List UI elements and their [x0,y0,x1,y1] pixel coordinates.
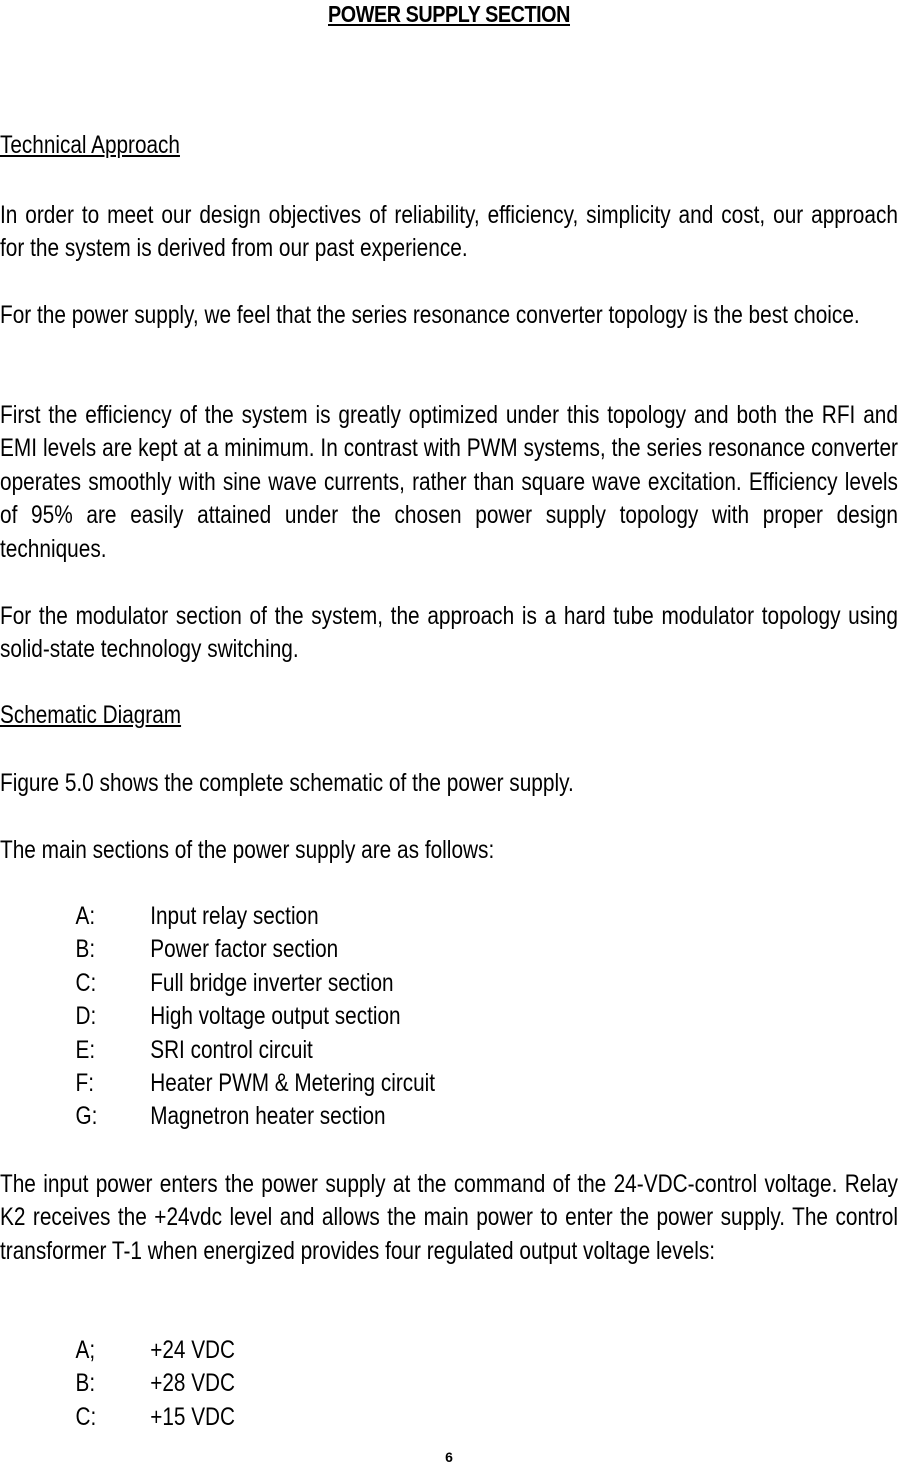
paragraph-objectives: In order to meet our design objectives of reliability, efficiency, simplicity and cost, our approach for the system is derived from our past experience. [0,201,898,263]
list-item-text: Input relay section [150,902,319,930]
page-title-text: POWER SUPPLY SECTION [327,1,571,27]
list-item-key: B: [75,1369,96,1398]
list-item-text: +28 VDC [150,1369,236,1398]
list-item-text: Heater PWM & Metering circuit [150,1068,436,1097]
list-item-text: Magnetron heater section [150,1102,386,1131]
list-item-key: F: [75,1068,94,1097]
list-item-text: SRI control circuit [150,1035,313,1064]
paragraph-power-supply: For the power supply, we feel that the series resonance converter topology is the best choice. [0,301,860,329]
paragraph-efficiency: First the efficiency of the system is greatly optimized under this topology and both the RFI and EMI levels are kept at a minimum. In contrast with PWM systems, the series resonance converter operates smoothly with sine wave currents, rather than square wave excitation. Efficiency levels of 95% are easily attained under the chosen power supply topology with proper design techniques. [0,401,898,563]
list-item-text: High voltage output section [150,1002,401,1031]
list-item-key: E: [75,1035,96,1064]
list-item-key: A; [75,1336,96,1364]
schematic-diagram-heading: Schematic Diagram [0,701,182,729]
list-item-key: C: [75,1402,97,1431]
paragraph-figure: Figure 5.0 shows the complete schematic of the power supply. [0,769,574,797]
paragraph-input-power: The input power enters the power supply at the command of the 24-VDC-control voltage. Relay K2 receives the +24vdc level and allows the main power to enter the power supply. The control transformer T-1 when energized provides four regulated output voltage levels: [0,1170,898,1265]
list-item-key: G: [75,1102,98,1131]
paragraph-main-sections: The main sections of the power supply are as follows: [0,836,495,864]
list-item-key: D: [75,1002,97,1031]
list-item-key: A: [75,902,96,930]
page-title [63,0,835,28]
list-item-key: C: [75,968,97,997]
list-item-text: Full bridge inverter section [150,968,394,997]
list-item-text: Power factor section [150,935,339,964]
list-item-key: B: [75,935,96,964]
list-item-text: +15 VDC [150,1402,236,1431]
page-number: 6 [445,1449,453,1465]
paragraph-modulator: For the modulator section of the system, the approach is a hard tube modulator topology using solid-state technology switching. [0,602,898,664]
technical-approach-heading: Technical Approach [0,131,180,159]
list-item-text: +24 VDC [150,1336,236,1364]
